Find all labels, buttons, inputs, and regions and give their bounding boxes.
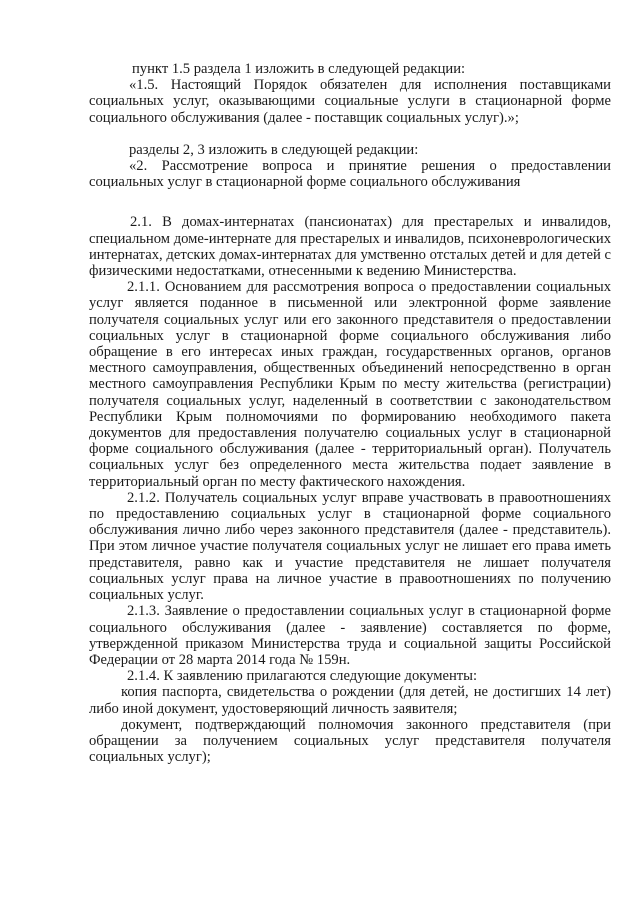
- clause-2-1-1: 2.1.1. Основанием для рассмотрения вопроса о предоставлении социальных услуг является поданное в письменной или электронной форме заявление получателя социальных услуг или его законного представителя о предоставлении социальных услуг в стационарной форме социального обслуживания либо обращение в его интересах иных граждан, государственных органов, органов местного самоуправления, общественных объединений непосредственно в орган местного самоуправления Республики Крым по месту жительства (регистрации) получателя социальных услуг, наделенный в соответствии с законодательством Республики Крым полномочиями по формированию необходимого пакета документов для предоставления получателю социальных услуг в стационарной форме социального обслуживания (далее - территориальный орган). Получатель социальных услуг без определенного места жительства подает заявление в территориальный орган по месту фактического нахождения.: [89, 279, 611, 490]
- list-item-passport-copy: копия паспорта, свидетельства о рождении (для детей, не достигших 14 лет) либо иной документ, удостоверяющий личность заявителя;: [89, 684, 611, 717]
- clause-2-1-4: 2.1.4. К заявлению прилагаются следующие документы:: [127, 668, 478, 685]
- paragraph-spacer: [89, 126, 611, 142]
- paragraph-amend-1-5-intro: пункт 1.5 раздела 1 изложить в следующей редакции:: [132, 61, 466, 77]
- clause-2-1: 2.1. В домах-интернатах (пансионатах) для престарелых и инвалидов, специальном доме-интернате для престарелых и инвалидов, психоневрологических интернатах, детских домах-интернатах для умственно отсталых детей и для детей с физическими недостатками, отнесенными к ведению Министерства.: [89, 214, 611, 280]
- paragraph-amend-sections-intro: разделы 2, 3 изложить в следующей редакции:: [129, 141, 419, 158]
- document-body: [89, 61, 611, 765]
- clause-2-1-2: 2.1.2. Получатель социальных услуг вправе участвовать в правоотношениях по предоставлению социальных услуг в стационарной форме социального обслуживания лично либо через законного представителя (далее - представитель). При этом личное участие получателя социальных услуг не лишает его права иметь представителя, равно как и участие представителя не лишает получателя социальных услуг права на личное участие в правоотношениях по получению социальных услуг.: [89, 489, 611, 604]
- paragraph-spacer: [89, 190, 611, 214]
- paragraph-clause-1-5: «1.5. Настоящий Порядок обязателен для исполнения поставщиками социальных услуг, оказывающими социальные услуги в стационарной форме социального обслуживания (далее - поставщик социальных услуг).»;: [89, 77, 611, 126]
- list-item-representative-document: документ, подтверждающий полномочия законного представителя (при обращении за получением социальных услуг представителя получателя социальных услуг);: [89, 716, 611, 766]
- clause-2-1-3: 2.1.3. Заявление о предоставлении социальных услуг в стационарной форме социального обслуживания (далее - заявление) составляется по форме, утвержденной приказом Министерства труда и социальной защиты Российской Федерации от 28 марта 2014 года № 159н.: [89, 603, 611, 668]
- section-2-heading: «2. Рассмотрение вопроса и принятие решения о предоставлении социальных услуг в стационарной форме социального обслуживания: [89, 158, 611, 191]
